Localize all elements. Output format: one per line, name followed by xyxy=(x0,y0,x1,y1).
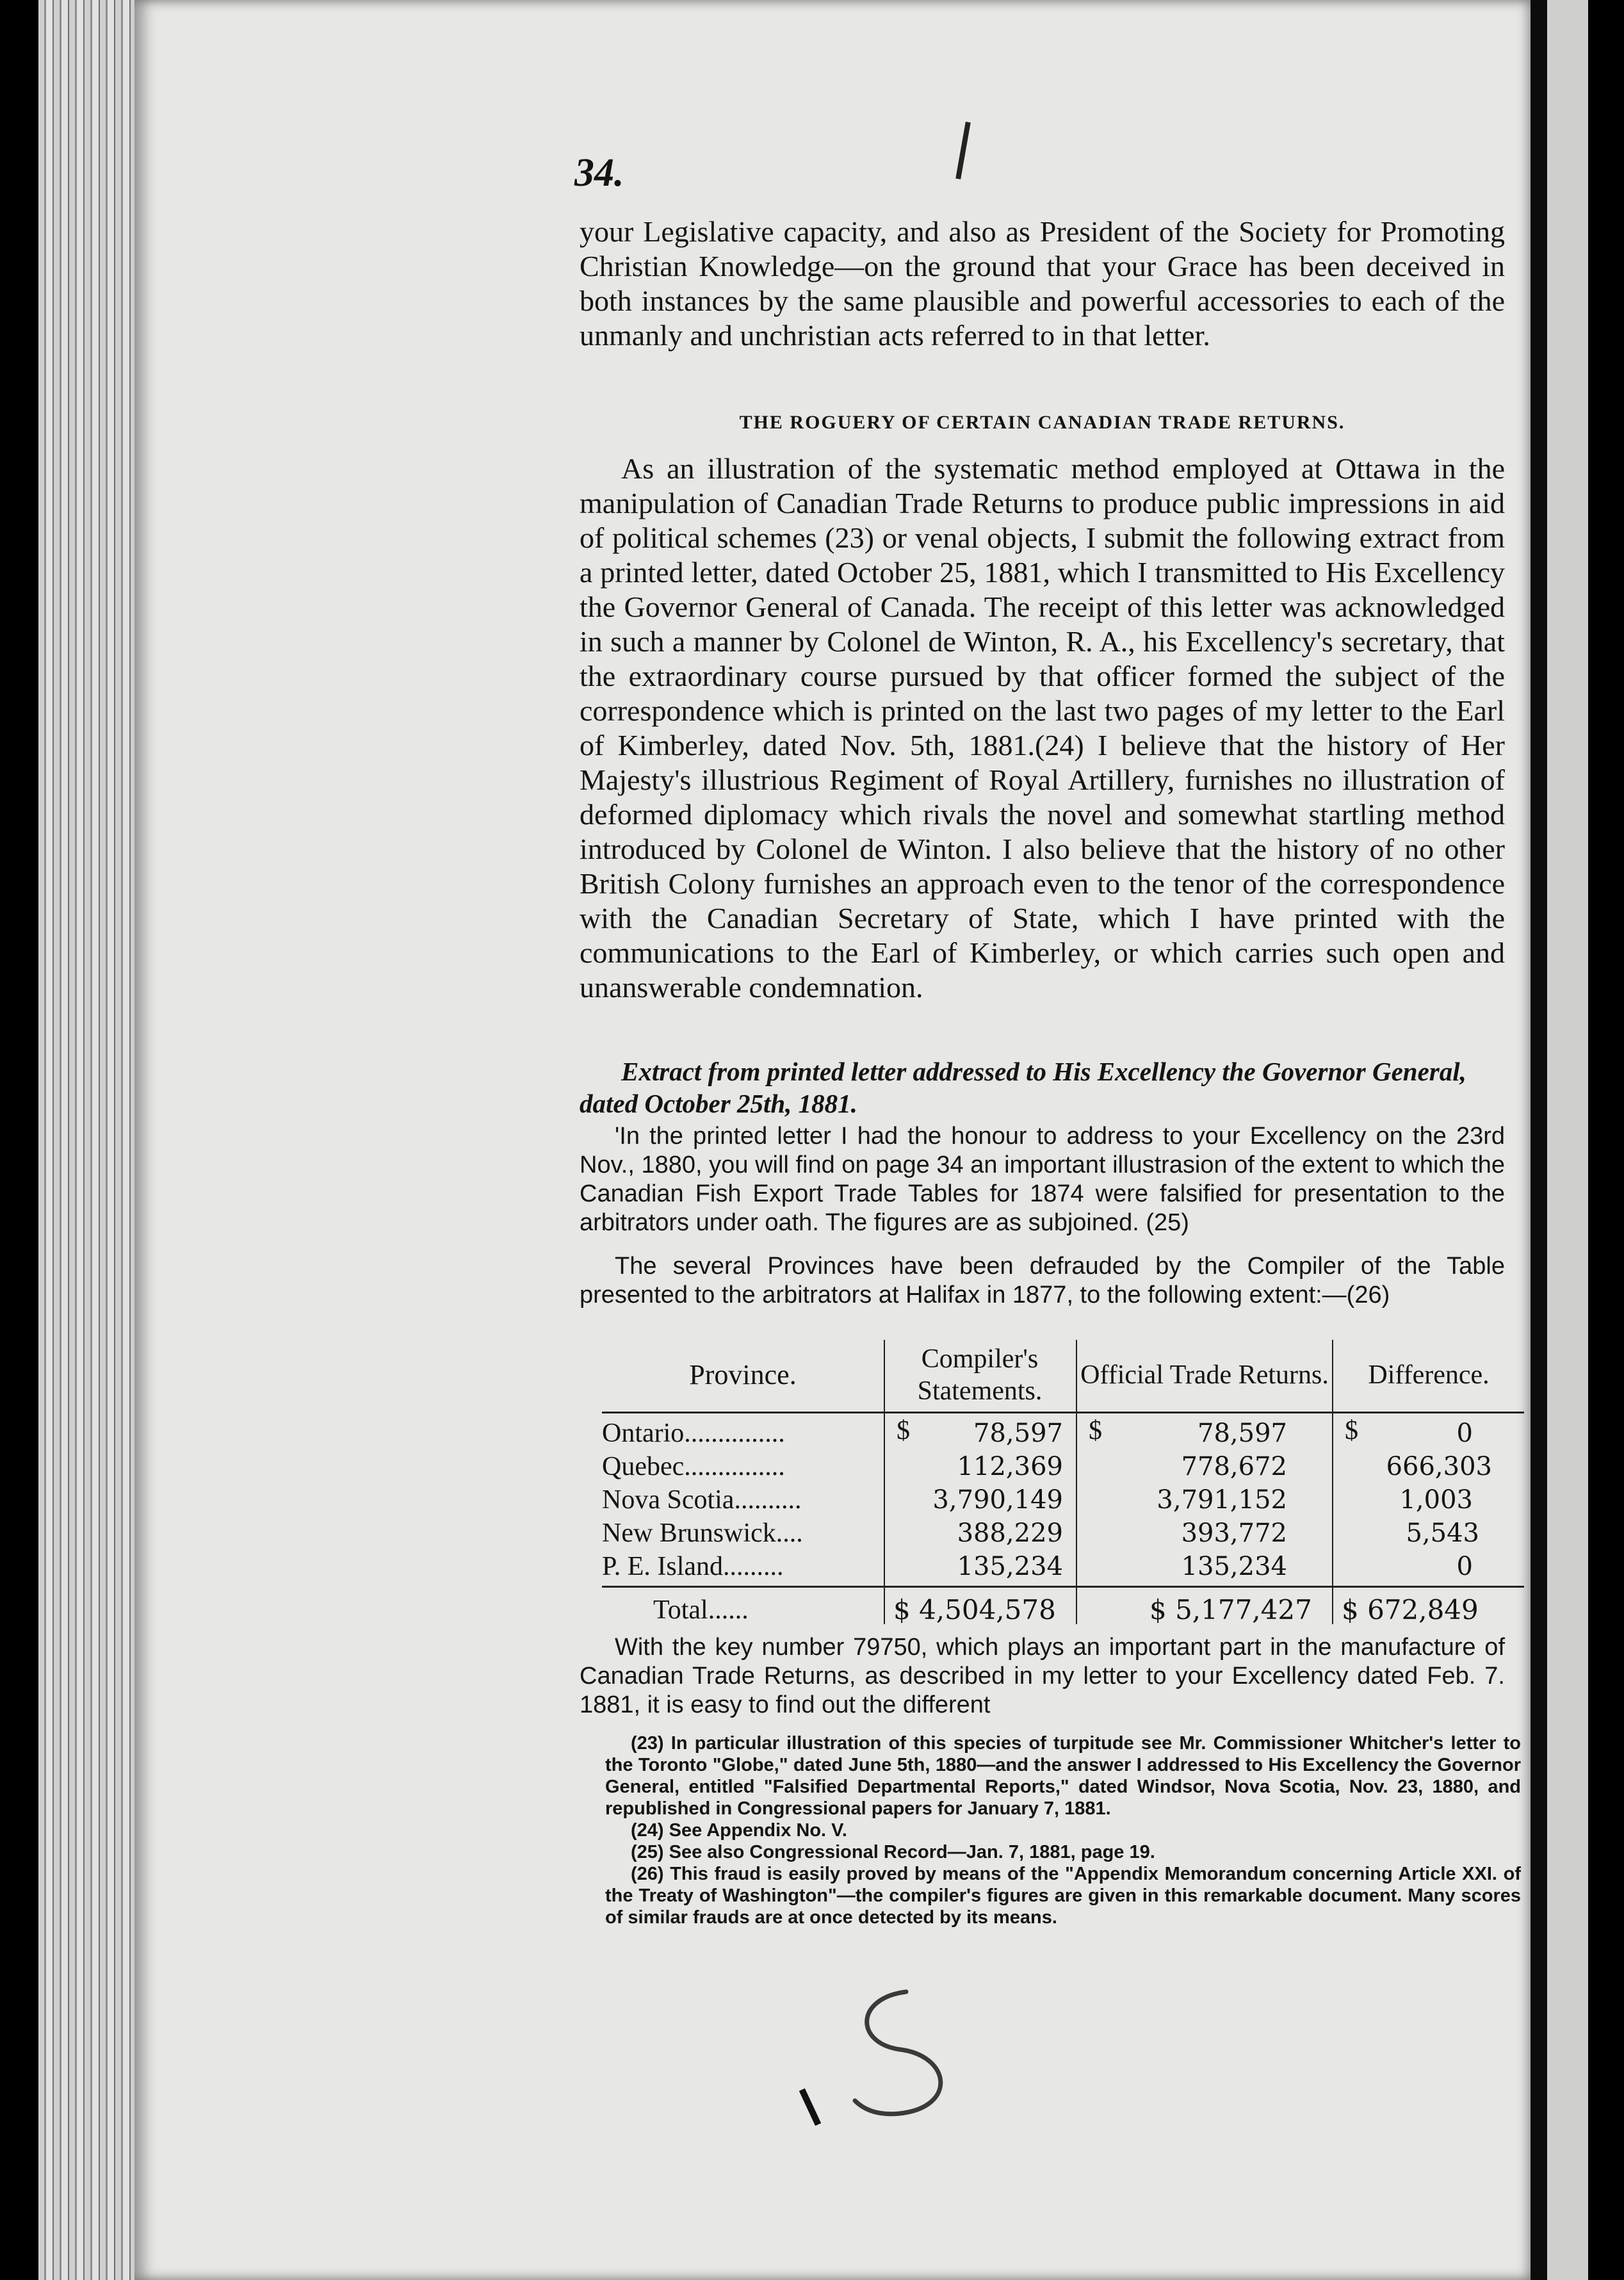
page-gutter xyxy=(1531,0,1547,2280)
page-edge-stack xyxy=(38,0,134,2280)
column-rule xyxy=(1076,1340,1077,1596)
row-province: Nova Scotia.......... xyxy=(602,1485,802,1515)
row-province: New Brunswick.... xyxy=(602,1519,803,1548)
column-rule xyxy=(1076,1596,1077,1624)
footnote-24: (24) See Appendix No. V. xyxy=(631,1820,847,1841)
total-compiler: $ 4,504,578 xyxy=(893,1594,1056,1625)
pen-mark xyxy=(955,122,971,179)
row-compiler: 78,597 xyxy=(973,1419,1063,1448)
footnote-23: (23) In particular illustration of this species of turpitude see Mr. Commissioner Whitcher's letter to the Toronto "Globe," dated June 5th, 1880—and the answer I addressed to His Excellency the Governor General, entitled "Falsified Departmental Reports," dated Windsor, Nova Scotia, Nov. 23, 1880, and republished in Congressional papers for January 7, 1881. xyxy=(605,1733,1521,1819)
main-paragraph: As an illustration of the systematic method employed at Ottawa in the manipulation of Canadian Trade Returns to produce public impressions in aid of political schemes (23) or venal objects, I submit the following extract from a printed letter, dated October 25, 1881, which I transmitted to His Excellency the Governor General of Canada. The receipt of this letter was acknowledged in such a manner by Colonel de Winton, R. A., his Excellency's secretary, that the extraordinary course pursued by that officer formed the subject of the correspondence which is printed on the last two pages of my letter to the Earl of Kimberley, dated Nov. 5th, 1881.(24) I believe that the history of Her Majesty's illustrious Regiment of Royal Artillery, furnishes no illustration of deformed diplomacy which rivals the novel and somewhat startling method introduced by Colonel de Winton. I also believe that the history of no other British Colony furnishes an approach even to the tenor of the correspondence with the Canadian Secretary of State, which I have printed with the communications to the Earl of Kimberley, or which carries such open and unanswerable condemnation. xyxy=(580,452,1505,1004)
pen-mark xyxy=(799,2089,821,2126)
dollar-sign: $ xyxy=(897,1416,910,1445)
header-rule xyxy=(602,1412,1524,1413)
row-difference: 666,303 xyxy=(1386,1452,1492,1481)
row-difference: 5,543 xyxy=(1406,1519,1479,1548)
header-province: Province. xyxy=(689,1359,797,1390)
row-official: 393,772 xyxy=(1181,1519,1287,1548)
header-difference: Difference. xyxy=(1368,1360,1490,1390)
column-rule xyxy=(1332,1596,1333,1624)
opening-paragraph: your Legislative capacity, and also as President of the Society for Promoting Christian Knowledge—on the ground that your Grace has been deceived in both instances by the same plausible and powerful accessories to each of the unmanly and unchristian acts referred to in that letter. xyxy=(580,215,1505,352)
header-compiler: Compiler's Statements. xyxy=(917,1344,1043,1406)
column-rule xyxy=(1332,1340,1333,1596)
column-rule xyxy=(884,1596,885,1624)
footnotes xyxy=(605,1732,1521,1928)
row-compiler: 3,790,149 xyxy=(932,1485,1063,1515)
extract-heading: Extract from printed letter addressed to His Excellency the Governor General, dated October 25th, 1881. xyxy=(580,1057,1466,1118)
footnote-25: (25) See also Congressional Record—Jan. 7, 1881, page 19. xyxy=(631,1842,1155,1862)
header-official: Official Trade Returns. xyxy=(1080,1360,1329,1390)
book-page xyxy=(134,0,1531,2280)
total-label: Total...... xyxy=(653,1595,749,1625)
dollar-sign: $ xyxy=(1345,1416,1358,1445)
quoted-paragraph-3: With the key number 79750, which plays an important part in the manufacture of Canadian Trade Returns, as described in my letter to your Excellency dated Feb. 7. 1881, it is easy to find out the different xyxy=(580,1634,1505,1718)
row-official: 3,791,152 xyxy=(1157,1485,1287,1515)
quoted-paragraph-1: 'In the printed letter I had the honour to address to your Excellency on the 23rd Nov., 1880, you will find on page 34 an important illustrasion of the extent to which the Canadian Fish Export Trade Tables for 1874 were falsified for presentation to the arbitrators under oath. The figures are as subjoined. (25) xyxy=(580,1123,1505,1236)
total-rule xyxy=(602,1586,1524,1588)
row-province: Ontario............... xyxy=(602,1419,785,1448)
row-official: 135,234 xyxy=(1181,1552,1287,1581)
total-difference: $ 672,849 xyxy=(1342,1594,1479,1625)
row-official: 778,672 xyxy=(1181,1452,1287,1481)
next-page-edge xyxy=(1547,0,1588,2280)
row-difference: 1,003 xyxy=(1399,1485,1473,1515)
row-difference: 0 xyxy=(1456,1419,1473,1448)
total-official: $ 5,177,427 xyxy=(1149,1594,1312,1625)
dollar-sign: $ xyxy=(1089,1416,1102,1445)
quoted-paragraph-2: The several Provinces have been defrauded by the Compiler of the Table presented to the arbitrators at Halifax in 1877, to the following extent:—(26) xyxy=(580,1253,1505,1308)
section-heading: THE ROGUERY OF CERTAIN CANADIAN TRADE RETURNS. xyxy=(739,412,1345,433)
column-rule xyxy=(884,1340,885,1596)
row-compiler: 388,229 xyxy=(957,1519,1063,1548)
page-number: 34. xyxy=(574,151,624,195)
row-compiler: 135,234 xyxy=(957,1552,1063,1581)
pencil-scribble xyxy=(829,1979,983,2126)
footnote-26: (26) This fraud is easily proved by means of the "Appendix Memorandum concerning Article XXI. of the Treaty of Washington"—the compiler's figures are given in this remarkable document. Many scores of similar frauds are at once detected by its means. xyxy=(605,1864,1521,1928)
row-official: 78,597 xyxy=(1198,1419,1287,1448)
row-difference: 0 xyxy=(1456,1552,1473,1581)
row-compiler: 112,369 xyxy=(957,1452,1063,1481)
row-province: P. E. Island......... xyxy=(602,1552,784,1581)
row-province: Quebec............... xyxy=(602,1452,785,1481)
